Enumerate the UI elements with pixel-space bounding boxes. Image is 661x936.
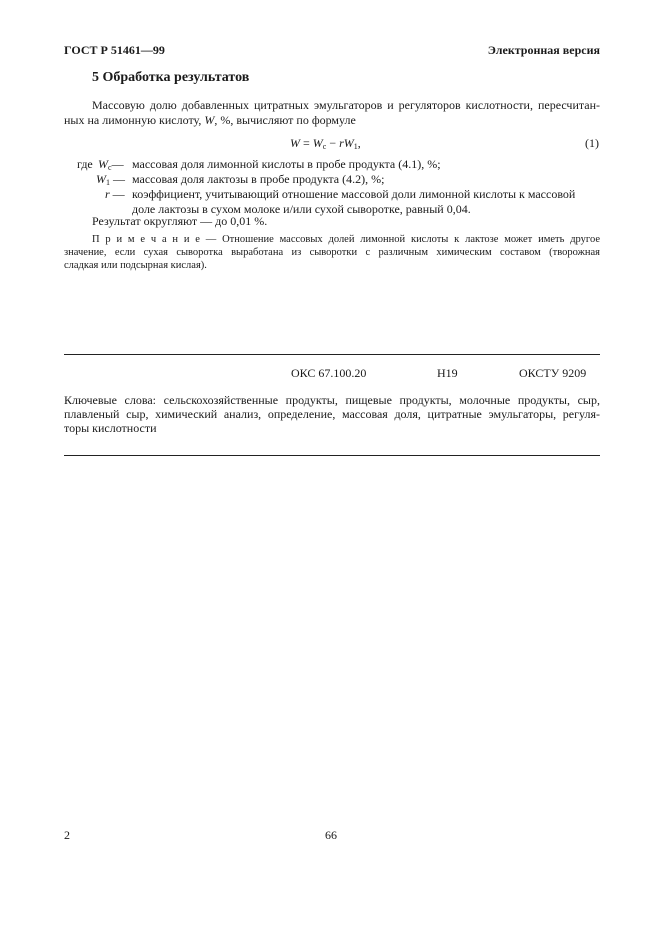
note-label: П р и м е ч а н и е [92, 234, 200, 245]
note-line-3: сладкая или подсырная кислая). [64, 260, 207, 271]
def-sym: r [105, 187, 110, 201]
def-text-r-line2: доле лактозы в сухом молоке и/или сухой сыворотке, равный 0,04. [132, 202, 471, 216]
def-symbol-r [105, 187, 125, 202]
def-dash: — [112, 187, 125, 201]
okstu-code: ОКСТУ 9209 [519, 366, 587, 380]
oks-code: ОКС 67.100.20 [291, 366, 367, 380]
def-sub: 1 [106, 178, 110, 187]
formula-term1-sub: c [322, 142, 327, 151]
page-number-center: 66 [325, 828, 337, 842]
divider-top [64, 354, 600, 355]
def-sym: W [98, 157, 108, 171]
page-number-left: 2 [64, 828, 70, 842]
edition-label: Электронная версия [487, 43, 600, 57]
document-code: ГОСТ Р 51461—99 [64, 43, 165, 57]
def-dash: — [113, 172, 125, 186]
intro-line-2 [64, 113, 356, 128]
intro-text-b: , %, вычисляют по формуле [214, 113, 356, 127]
note-text-1: — Отношение массовых долей лимонной кислоты к лактозе может иметь другое [199, 234, 600, 245]
intro-variable: W [204, 113, 215, 127]
where-word: где [77, 157, 93, 171]
formula-equals: = [300, 136, 313, 150]
formula-lhs: W [290, 136, 300, 150]
note-line-1 [92, 233, 600, 247]
formula [290, 136, 361, 154]
category-code: Н19 [437, 366, 458, 380]
def-text-wc: массовая доля лимонной кислоты в пробе продукта (4.1), %; [132, 157, 441, 171]
formula-minus: − [326, 136, 340, 150]
result-rounding: Результат округляют — до 0,01 %. [92, 214, 268, 228]
keywords-line-2: плавленый сыр, химический анализ, определение, массовая доля, цитратные эмульгаторы, регуля- [64, 407, 600, 421]
def-sub: c [108, 163, 112, 172]
keywords-line-3: торы кислотности [64, 421, 157, 435]
def-sym: W [96, 172, 106, 186]
formula-term1: W [312, 136, 323, 150]
formula-term2-sub: 1 [353, 142, 358, 151]
divider-bottom [64, 455, 600, 456]
note-line-2: значение, если сухая сыворотка выработана из сыворотки с различным химическим составом (творожная [64, 247, 600, 258]
def-dash: — [111, 157, 124, 171]
formula-term2: rW [339, 136, 354, 150]
formula-tail: , [357, 136, 361, 150]
section-title: 5 Обработка результатов [92, 70, 250, 85]
formula-number: (1) [585, 136, 599, 150]
def-text-w1: массовая доля лактозы в пробе продукта (4.2), %; [132, 172, 385, 186]
keywords-line-1: Ключевые слова: сельскохозяйственные продукты, пищевые продукты, молочные продукты, сыр, [64, 393, 600, 407]
intro-text-a: ных на лимонную кислоту, [64, 113, 205, 127]
def-text-r-line1: коэффициент, учитывающий отношение массовой доли лимонной кислоты к массовой [132, 187, 576, 201]
intro-line-1: Массовую долю добавленных цитратных эмульгаторов и регуляторов кислотности, пересчитан- [92, 98, 600, 112]
